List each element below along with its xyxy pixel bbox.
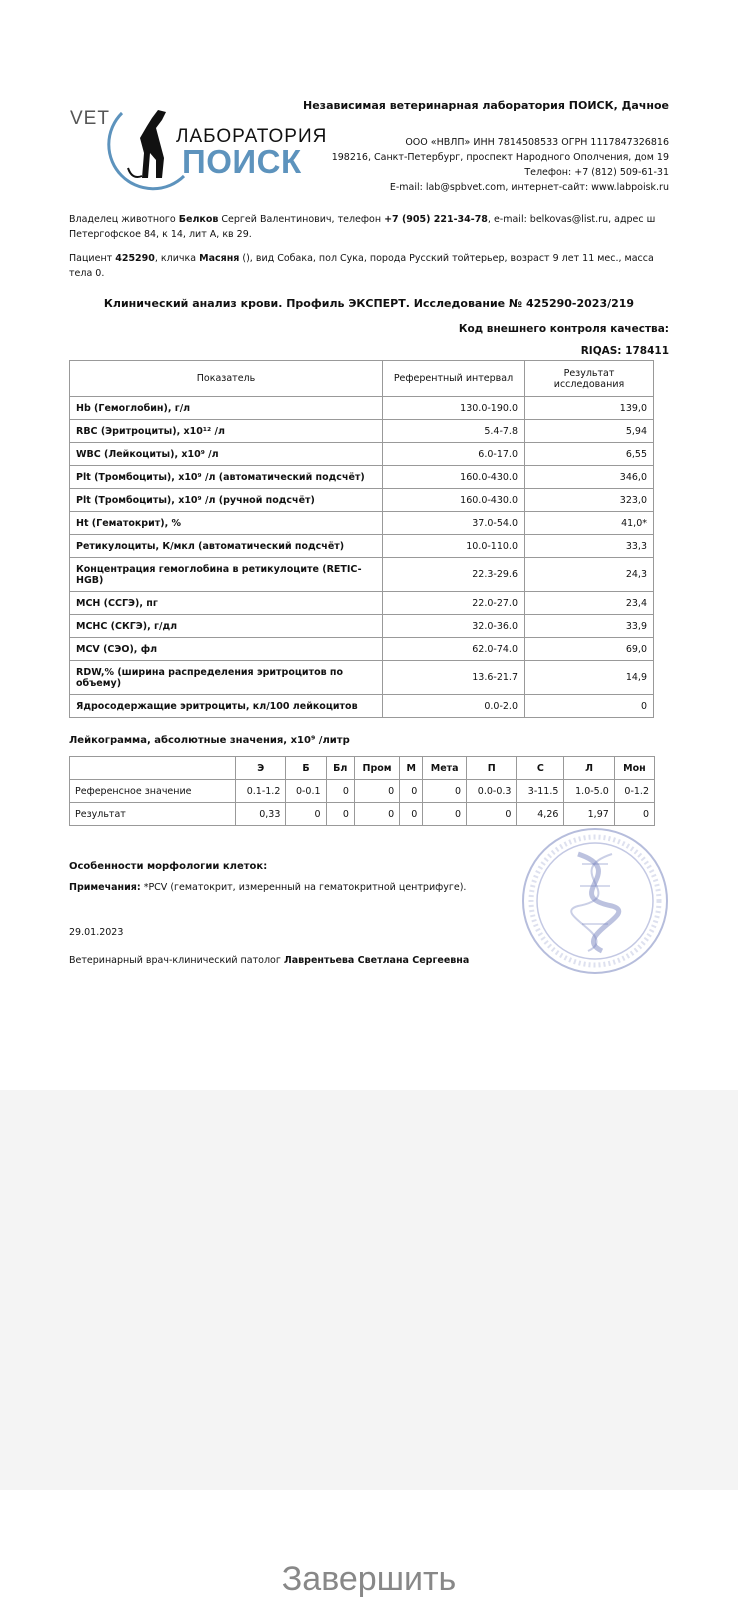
header-result: Результат исследования bbox=[525, 361, 654, 397]
notes bbox=[69, 882, 466, 893]
quality-control bbox=[459, 318, 669, 362]
leukogram-header: Мета bbox=[423, 757, 467, 780]
lab-phone: Телефон: +7 (812) 509-61-31 bbox=[524, 167, 669, 178]
qc-label: Код внешнего контроля качества: bbox=[458, 323, 669, 335]
lab-email: E-mail: lab@spbvet.com, интернет-сайт: www.labpoisk.ru bbox=[389, 182, 669, 193]
table-row bbox=[70, 661, 654, 695]
row-result: 5,94 bbox=[525, 420, 654, 443]
patient-info bbox=[69, 251, 669, 281]
patient-id: 425290 bbox=[115, 253, 155, 264]
row-name: Концентрация гемоглобина в ретикулоците (RETIC-HGB) bbox=[70, 558, 383, 592]
row-ref: 22.0-27.0 bbox=[383, 592, 525, 615]
leukogram-result-cell: 0,33 bbox=[236, 803, 286, 826]
lab-logo bbox=[68, 96, 328, 196]
leukogram-header: П bbox=[467, 757, 517, 780]
leukogram-ref-cell: 0-1.2 bbox=[614, 780, 654, 803]
leukogram-ref-cell: 0-0.1 bbox=[286, 780, 326, 803]
patient-prefix: Пациент bbox=[69, 253, 116, 264]
owner-name-rest: Сергей Валентинович, телефон bbox=[218, 214, 385, 225]
leukogram-result-cell: 0 bbox=[286, 803, 326, 826]
row-result: 0 bbox=[525, 695, 654, 718]
row-result: 24,3 bbox=[525, 558, 654, 592]
row-ref: 13.6-21.7 bbox=[383, 661, 525, 695]
leukogram-corner bbox=[70, 757, 236, 780]
doctor-name: Лаврентьева Светлана Сергеевна bbox=[283, 955, 470, 966]
leukogram-ref-cell: 1.0-5.0 bbox=[564, 780, 614, 803]
leukogram-ref-cell: 0 bbox=[400, 780, 423, 803]
row-name: Ретикулоциты, К/мкл (автоматический подсчёт) bbox=[70, 535, 383, 558]
leukogram-title: Лейкограмма, абсолютные значения, x10⁹ /литр bbox=[69, 735, 350, 746]
table-row bbox=[70, 512, 654, 535]
leukogram-result-row bbox=[70, 803, 655, 826]
qc-value: RIQAS: 178411 bbox=[580, 345, 669, 357]
table-row bbox=[70, 420, 654, 443]
notes-label: Примечания: bbox=[69, 882, 141, 893]
leukogram-result-cell: 0 bbox=[467, 803, 517, 826]
row-result: 14,9 bbox=[525, 661, 654, 695]
leukogram-header: Пром bbox=[354, 757, 399, 780]
leukogram-result-cell: 0 bbox=[354, 803, 399, 826]
row-result: 139,0 bbox=[525, 397, 654, 420]
row-ref: 62.0-74.0 bbox=[383, 638, 525, 661]
leukogram-ref-cell: 0 bbox=[423, 780, 467, 803]
row-result: 6,55 bbox=[525, 443, 654, 466]
header-reference: Референтный интервал bbox=[383, 361, 525, 397]
leukogram-ref-cell: 3-11.5 bbox=[517, 780, 564, 803]
table-row bbox=[70, 592, 654, 615]
leukogram-ref-cell: 0 bbox=[354, 780, 399, 803]
leukogram-ref-cell: 0.0-0.3 bbox=[467, 780, 517, 803]
table-row bbox=[70, 397, 654, 420]
owner-phone: +7 (905) 221-34-78 bbox=[384, 214, 488, 225]
logo-laboratory-text: ЛАБОРАТОРИЯ bbox=[176, 126, 328, 147]
patient-nickname: Масяня bbox=[199, 253, 240, 264]
row-result: 33,3 bbox=[525, 535, 654, 558]
row-name: MCHC (СКГЭ), г/дл bbox=[70, 615, 383, 638]
leukogram-result-label: Результат bbox=[70, 803, 236, 826]
leukogram-result-cell: 0 bbox=[614, 803, 654, 826]
row-ref: 130.0-190.0 bbox=[383, 397, 525, 420]
leukogram-ref-cell: 0.1-1.2 bbox=[236, 780, 286, 803]
table-row bbox=[70, 443, 654, 466]
leukogram-result-cell: 1,97 bbox=[564, 803, 614, 826]
row-ref: 160.0-430.0 bbox=[383, 466, 525, 489]
leukogram-header: С bbox=[517, 757, 564, 780]
leukogram-header: Мон bbox=[614, 757, 654, 780]
row-result: 33,9 bbox=[525, 615, 654, 638]
doctor-signature bbox=[69, 955, 469, 966]
report-title: Клинический анализ крови. Профиль ЭКСПЕРТ. Исследование № 425290-2023/219 bbox=[103, 297, 635, 310]
report-date: 29.01.2023 bbox=[69, 927, 124, 938]
row-ref: 0.0-2.0 bbox=[383, 695, 525, 718]
logo-poisk-text: ПОИСК bbox=[182, 143, 302, 180]
row-ref: 37.0-54.0 bbox=[383, 512, 525, 535]
lab-info bbox=[303, 98, 669, 195]
morphology-heading: Особенности морфологии клеток: bbox=[69, 861, 268, 872]
row-name: Plt (Тромбоциты), x10⁹ /л (автоматический подсчёт) bbox=[70, 466, 383, 489]
table-row bbox=[70, 638, 654, 661]
leukogram-ref-cell: 0 bbox=[326, 780, 354, 803]
table-row bbox=[70, 466, 654, 489]
logo-vet-text: VET bbox=[70, 108, 110, 129]
leukogram-ref-row bbox=[70, 780, 655, 803]
blood-test-table bbox=[69, 360, 654, 718]
leukogram-result-cell: 4,26 bbox=[517, 803, 564, 826]
leukogram-header: Бл bbox=[326, 757, 354, 780]
leukogram-result-cell: 0 bbox=[400, 803, 423, 826]
notes-text: *PCV (гематокрит, измеренный на гематокритной центрифуге). bbox=[140, 882, 467, 893]
row-result: 23,4 bbox=[525, 592, 654, 615]
row-ref: 160.0-430.0 bbox=[383, 489, 525, 512]
leukogram-result-cell: 0 bbox=[423, 803, 467, 826]
table-row bbox=[70, 535, 654, 558]
leukogram-header: Э bbox=[236, 757, 286, 780]
leukogram-header: Б bbox=[286, 757, 326, 780]
row-ref: 6.0-17.0 bbox=[383, 443, 525, 466]
row-name: RDW,% (ширина распределения эритроцитов по объему) bbox=[70, 661, 383, 695]
finish-button[interactable]: Завершить bbox=[281, 1560, 457, 1598]
lab-name: Независимая ветеринарная лаборатория ПОИСК, Дачное bbox=[303, 99, 669, 112]
row-name: WBC (Лейкоциты), x10⁹ /л bbox=[70, 443, 383, 466]
owner-rest: , e-mail: belkovas@list.ru, адрес ш Петергофское 84, к 14, лит А, кв 29. bbox=[69, 214, 656, 240]
row-ref: 22.3-29.6 bbox=[383, 558, 525, 592]
table-row bbox=[70, 489, 654, 512]
doctor-label: Ветеринарный врач-клинический патолог bbox=[69, 955, 284, 966]
row-result: 69,0 bbox=[525, 638, 654, 661]
leukogram-table bbox=[69, 756, 655, 826]
row-name: Hb (Гемоглобин), г/л bbox=[70, 397, 383, 420]
row-ref: 5.4-7.8 bbox=[383, 420, 525, 443]
lab-org: ООО «НВЛП» ИНН 7814508533 ОГРН 1117847326816 bbox=[405, 137, 669, 148]
row-result: 323,0 bbox=[525, 489, 654, 512]
leukogram-header: М bbox=[400, 757, 423, 780]
row-name: RBC (Эритроциты), x10¹² /л bbox=[70, 420, 383, 443]
lab-stamp-icon bbox=[520, 826, 670, 976]
row-result: 41,0* bbox=[525, 512, 654, 535]
owner-prefix: Владелец животного bbox=[69, 214, 179, 225]
leukogram-header-row bbox=[70, 757, 655, 780]
row-name: MCH (ССГЭ), пг bbox=[70, 592, 383, 615]
row-name: Ht (Гематокрит), % bbox=[70, 512, 383, 535]
lab-address: 198216, Санкт-Петербург, проспект Народного Ополчения, дом 19 bbox=[331, 152, 669, 163]
leukogram-result-cell: 0 bbox=[326, 803, 354, 826]
row-name: Plt (Тромбоциты), x10⁹ /л (ручной подсчёт) bbox=[70, 489, 383, 512]
empty-scroll-area bbox=[0, 1090, 738, 1490]
row-name: Ядросодержащие эритроциты, кл/100 лейкоцитов bbox=[70, 695, 383, 718]
patient-mid: , кличка bbox=[154, 253, 200, 264]
table-row bbox=[70, 558, 654, 592]
owner-info bbox=[69, 212, 669, 242]
table-row bbox=[70, 695, 654, 718]
header-parameter: Показатель bbox=[70, 361, 383, 397]
row-name: MCV (СЭО), фл bbox=[70, 638, 383, 661]
row-ref: 10.0-110.0 bbox=[383, 535, 525, 558]
leukogram-ref-label: Референсное значение bbox=[70, 780, 236, 803]
leukogram-header: Л bbox=[564, 757, 614, 780]
patient-rest: (), вид Собака, пол Сука, порода Русский тойтерьер, возраст 9 лет 11 мес., масса тела 0. bbox=[69, 253, 654, 279]
owner-name: Белков bbox=[178, 214, 219, 225]
row-result: 346,0 bbox=[525, 466, 654, 489]
table-row bbox=[70, 615, 654, 638]
row-ref: 32.0-36.0 bbox=[383, 615, 525, 638]
